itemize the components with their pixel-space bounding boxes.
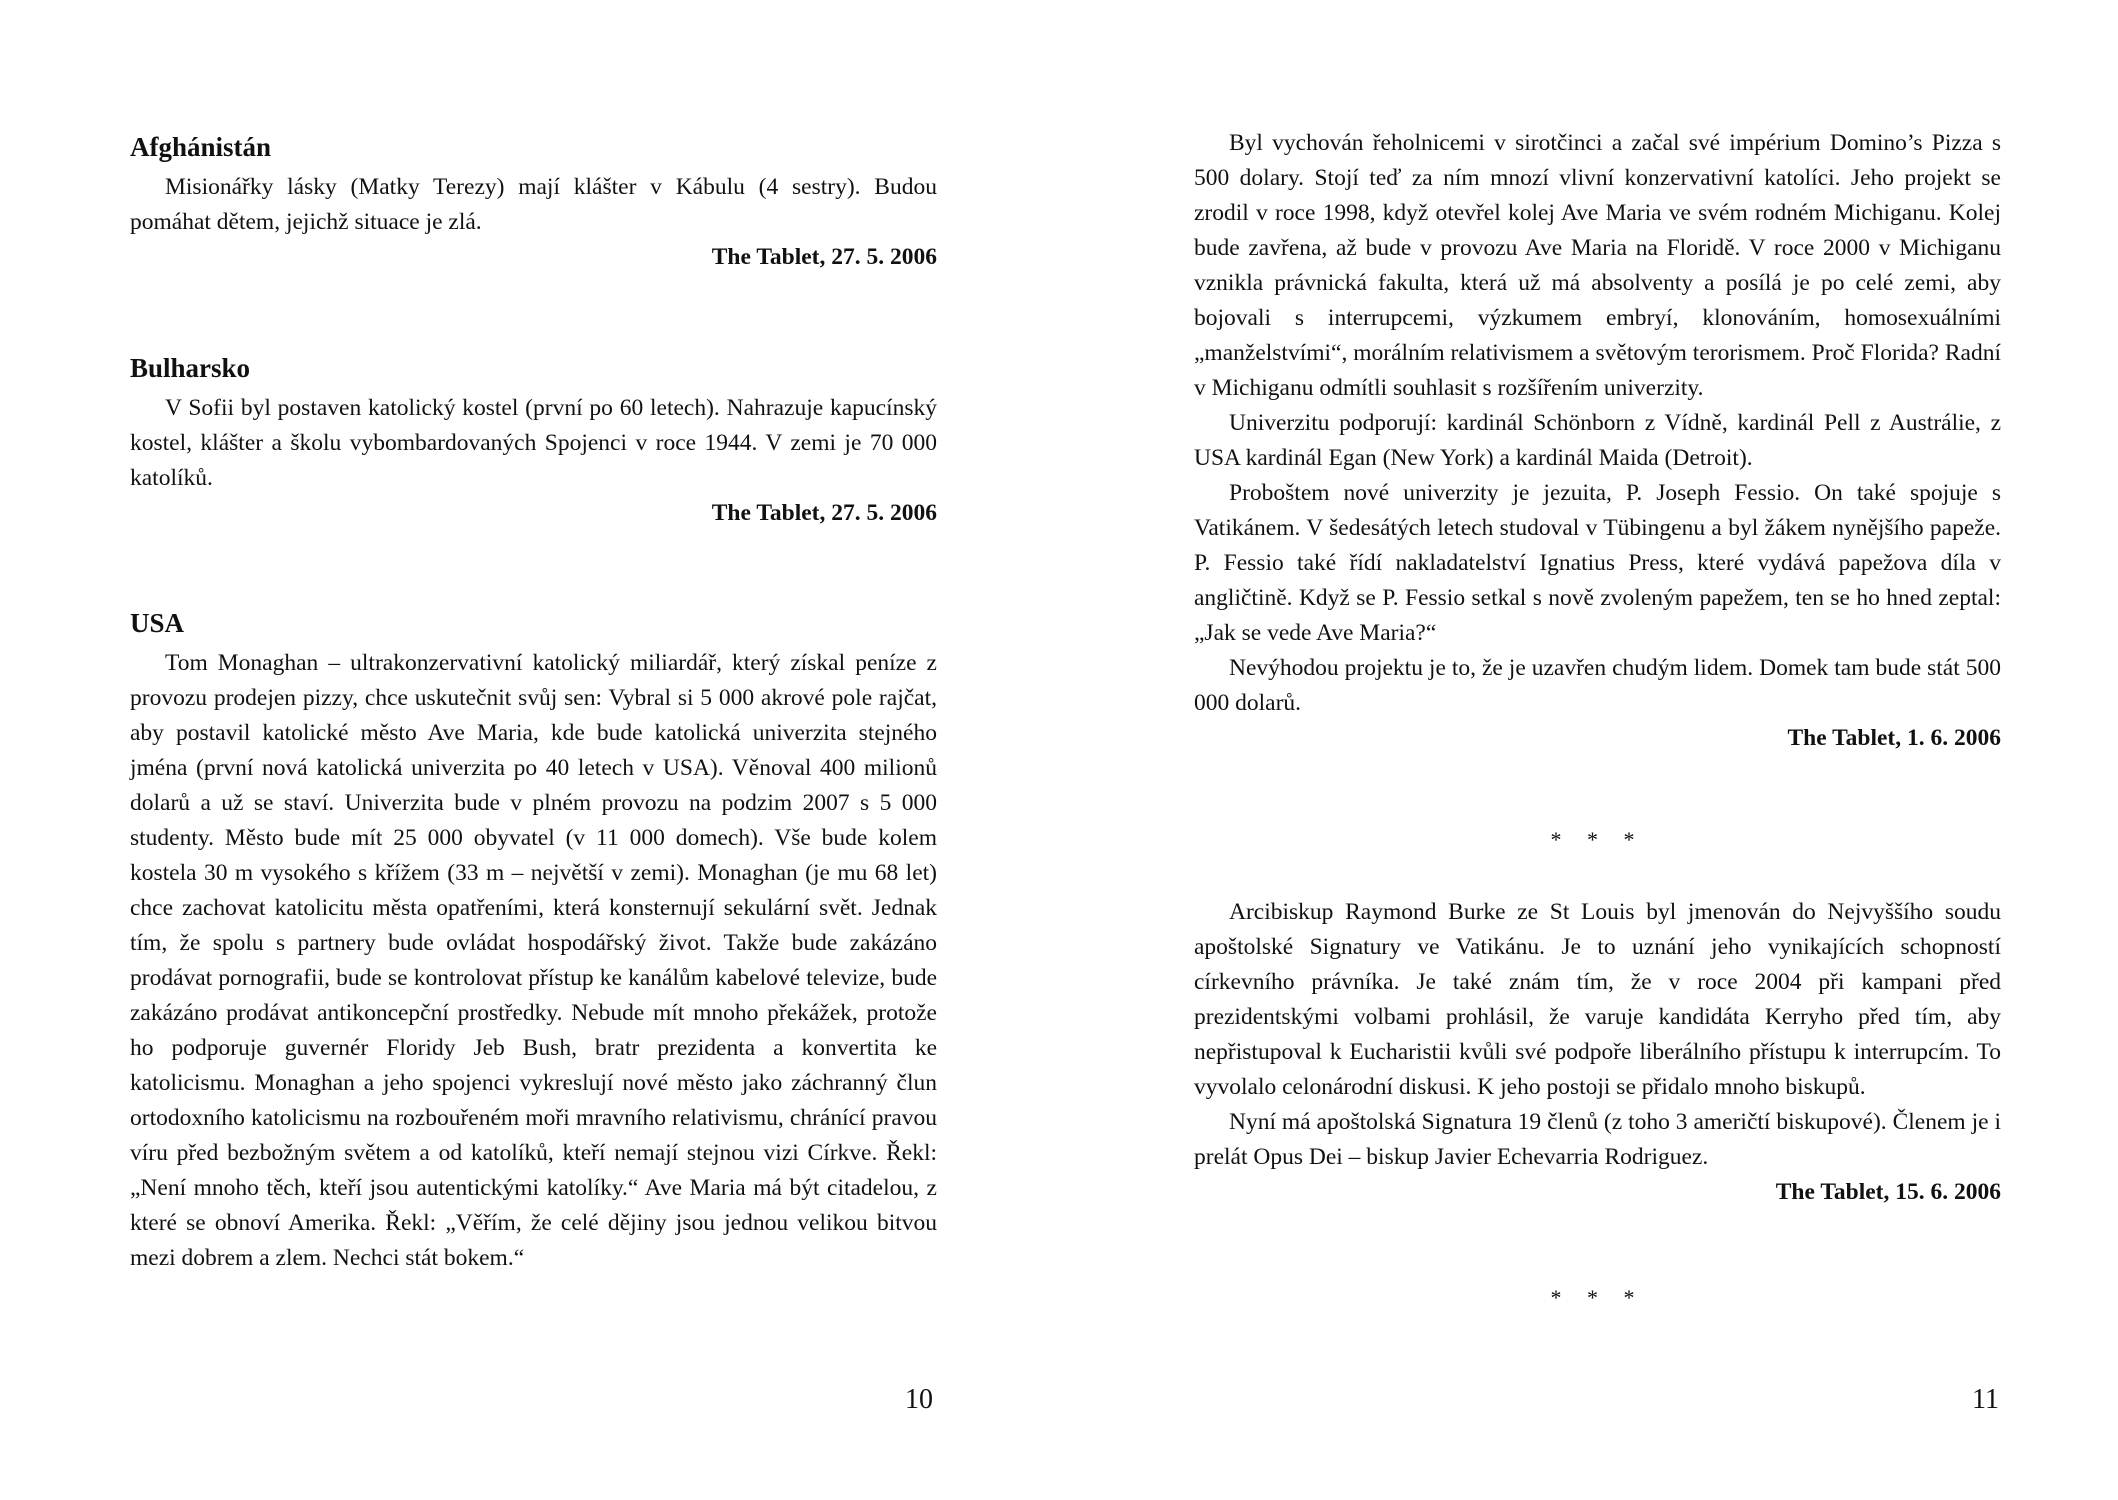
section-title-bulharsko: Bulharsko — [130, 353, 251, 383]
source-citation: The Tablet, 27. 5. 2006 — [711, 500, 937, 526]
paragraph: Misionářky lásky (Matky Terezy) mají klášter v Kábulu (4 sestry). Budou pomáhat dětem, jejichž situace je zlá. — [130, 174, 937, 235]
section-bulharsko — [130, 391, 937, 531]
right-page — [1194, 0, 2001, 1500]
paragraph: Arcibiskup Raymond Burke ze St Louis byl jmenován do Nejvyššího soudu apoštolské Signatury ve Vatikánu. Je to uznání jeho vynikajících schopností církevního právníka. Je také znám tím, že v roce 2004 při kampani před prezidentskými volbami prohlásil, že varuje kandidáta Kerryho před tím, aby nepřistupoval k Eucharistii kvůli své podpoře liberálního přístupu k interrupcím. To vyvolalo celonárodní diskusi. K jeho postoji se přidalo mnoho biskupů. — [1194, 899, 2001, 1100]
section-separator: * * * — [1550, 1285, 1645, 1310]
paragraph: Byl vychován řeholnicemi v sirotčinci a začal své impérium Domino’s Pizza s 500 dolary. Stojí teď za ním mnozí vlivní konzervativní katolíci. Jeho projekt se zrodil v roce 1998, když otevřel kolej Ave Maria ve svém rodném Michiganu. Kolej bude zavřena, až bude v provozu Ave Maria na Floridě. V roce 2000 v Michiganu vznikla právnická fakulta, která už má absolventy a posílá je po celé zemi, aby bojovali s interrupcemi, výzkumem embryí, klonováním, homosexuálními „manželstvími“, morálním relativismem a světovým terorismem. Proč Florida? Radní v Michiganu odmítli souhlasit s rozšířením univerzity. — [1194, 130, 2001, 401]
paragraph: Nyní má apoštolská Signatura 19 členů (z toho 3 američtí biskupové). Členem je i prelát Opus Dei – biskup Javier Echevarria Rodriguez. — [1194, 1109, 2001, 1170]
left-page — [130, 0, 937, 1500]
paragraph: Nevýhodou projektu je to, že je uzavřen chudým lidem. Domek tam bude stát 500 000 dolarů. — [1194, 655, 2001, 716]
paragraph: V Sofii byl postaven katolický kostel (první po 60 letech). Nahrazuje kapucínský kostel, klášter a školu vybombardovaných Spojenci v roce 1944. V zemi je 70 000 katolíků. — [130, 395, 937, 491]
section-afghanistan — [130, 170, 937, 275]
article-burke — [1194, 895, 2001, 1210]
article-ave-maria-continued — [1194, 126, 2001, 756]
paragraph: Univerzitu podporují: kardinál Schönborn z Vídně, kardinál Pell z Austrálie, z USA kardinál Egan (New York) a kardinál Maida (Detroit). — [1194, 410, 2001, 471]
paragraph: Tom Monaghan – ultrakonzervativní katolický miliardář, který získal peníze z provozu prodejen pizzy, chce uskutečnit svůj sen: Vybral si 5 000 akrové pole rajčat, aby postavil katolické město Ave Maria, kde bude katolická univerzita stejného jména (první nová katolická univerzita po 40 letech v USA). Věnoval 400 milionů dolarů a už se staví. Univerzita bude v plném provozu na podzim 2007 s 5 000 studenty. Město bude mít 25 000 obyvatel (v 11 000 domech). Vše bude kolem kostela 30 m vysokého s křížem (33 m – největší v zemi). Monaghan (je mu 68 let) chce zachovat katolicitu města opatřeními, která konsternují sekulární svět. Jednak tím, že spolu s partnery bude ovládat hospodářský život. Takže bude zakázáno prodávat pornografii, bude se kontrolovat přístup ke kanálům kabelové televize, bude zakázáno prodávat antikoncepční prostředky. Nebude mít mnoho překážek, protože ho podporuje guvernér Floridy Jeb Bush, bratr prezidenta a konvertita ke katolicismu. Monaghan a jeho spojenci vykreslují nové město jako záchranný člun ortodoxního katolicismu na rozbouřeném moři mravního relativismu, chránící pravou víru před bezbožným světem a od katolíků, kteří nemají stejnou vizi Církve. Řekl: „Není mnoho těch, kteří jsou autentickými katolíky.“ Ave Maria má být citadelou, z které se obnoví Amerika. Řekl: „Věřím, že celé dějiny jsou jednou velikou bitvou mezi dobrem a zlem. Nechci stát bokem.“ — [130, 650, 937, 1271]
source-citation: The Tablet, 1. 6. 2006 — [1787, 725, 2001, 751]
section-title-usa: USA — [130, 608, 185, 638]
source-citation: The Tablet, 27. 5. 2006 — [711, 244, 937, 270]
section-usa — [130, 646, 937, 1276]
section-title-afghanistan: Afghánistán — [130, 132, 272, 162]
paragraph: Proboštem nové univerzity je jezuita, P. Joseph Fessio. On také spojuje s Vatikánem. V šedesátých letech studoval v Tübingenu a byl žákem nynějšího papeže. P. Fessio také řídí nakladatelství Ignatius Press, které vydává papežova díla v angličtině. Když se P. Fessio setkal s nově zvoleným papežem, ten se ho hned zeptal: „Jak se vede Ave Maria?“ — [1194, 480, 2001, 646]
section-separator: * * * — [1550, 827, 1645, 852]
page-number: 10 — [905, 1384, 933, 1415]
page-number: 11 — [1972, 1384, 1999, 1415]
source-citation: The Tablet, 15. 6. 2006 — [1775, 1179, 2001, 1205]
